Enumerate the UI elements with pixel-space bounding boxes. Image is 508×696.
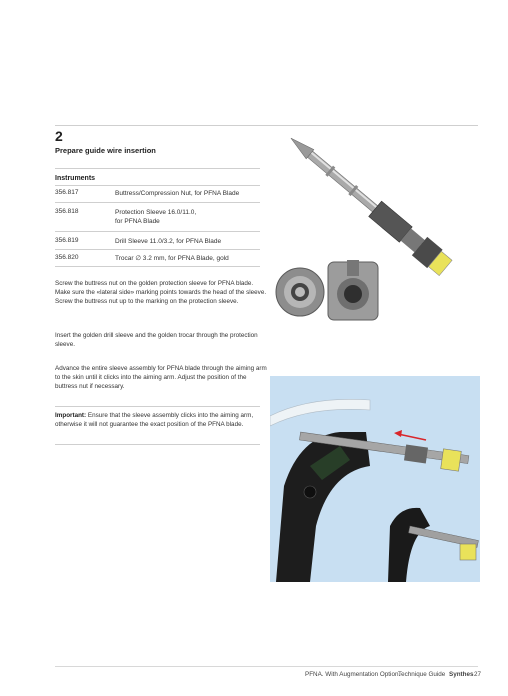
instruments-rule-top [55,168,260,169]
instrument-code: 356.817 [55,189,79,196]
row-rule [55,202,260,203]
footer-guide: Technique Guide [398,671,446,678]
step-title: Prepare guide wire insertion [55,146,156,155]
footer-doc-title: PFNA. With Augmentation Option. [305,671,401,678]
step-number: 2 [55,128,63,144]
aiming-arm-figure [270,376,480,582]
instrument-desc: Drill Sleeve 11.0/3.2, for PFNA Blade [115,238,222,245]
footer-rule [55,666,478,667]
important-rule-bottom [55,444,260,445]
instrument-desc: Trocar ∅ 3.2 mm, for PFNA Blade, gold [115,255,229,262]
instrument-desc-line1: Protection Sleeve 16.0/11.0, [115,209,197,216]
paragraph-1: Screw the buttress nut on the golden protection sleeve for PFNA blade. Make sure the «lateral side» marking points towards the head of the sleeve. Screw the buttress nut up to the marking on the protection sleeve. [55,280,267,306]
page-number: 27 [474,671,482,678]
instrument-desc [115,208,196,226]
instruments-heading: Instruments [55,175,96,182]
instrument-code: 356.819 [55,237,79,244]
footer-brand: Synthes [449,671,474,678]
important-label: Important: [55,412,87,419]
instruments-rule-head [55,185,260,186]
top-rule [55,125,478,126]
instrument-desc-line2: for PFNA Blade [115,218,160,225]
paragraph-2: Insert the golden drill sleeve and the golden trocar through the protection sleeve. [55,332,258,349]
instrument-desc: Buttress/Compression Nut, for PFNA Blade [115,190,240,197]
important-text: Ensure that the sleeve assembly clicks into the aiming arm, otherwise it will not guarantee the exact position of the PFNA blade. [55,412,254,429]
row-rule [55,249,260,250]
important-note [55,411,270,429]
instrument-code: 356.820 [55,254,79,261]
row-rule [55,231,260,232]
sleeve-assembly-figure [270,132,480,337]
important-rule-top [55,406,260,407]
row-rule [55,266,260,267]
paragraph-3: Advance the entire sleeve assembly for PFNA blade through the aiming arm to the skin until it clicks into the aiming arm. Adjust the position of the buttress nut if necessary. [55,365,267,391]
instrument-code: 356.818 [55,208,79,215]
